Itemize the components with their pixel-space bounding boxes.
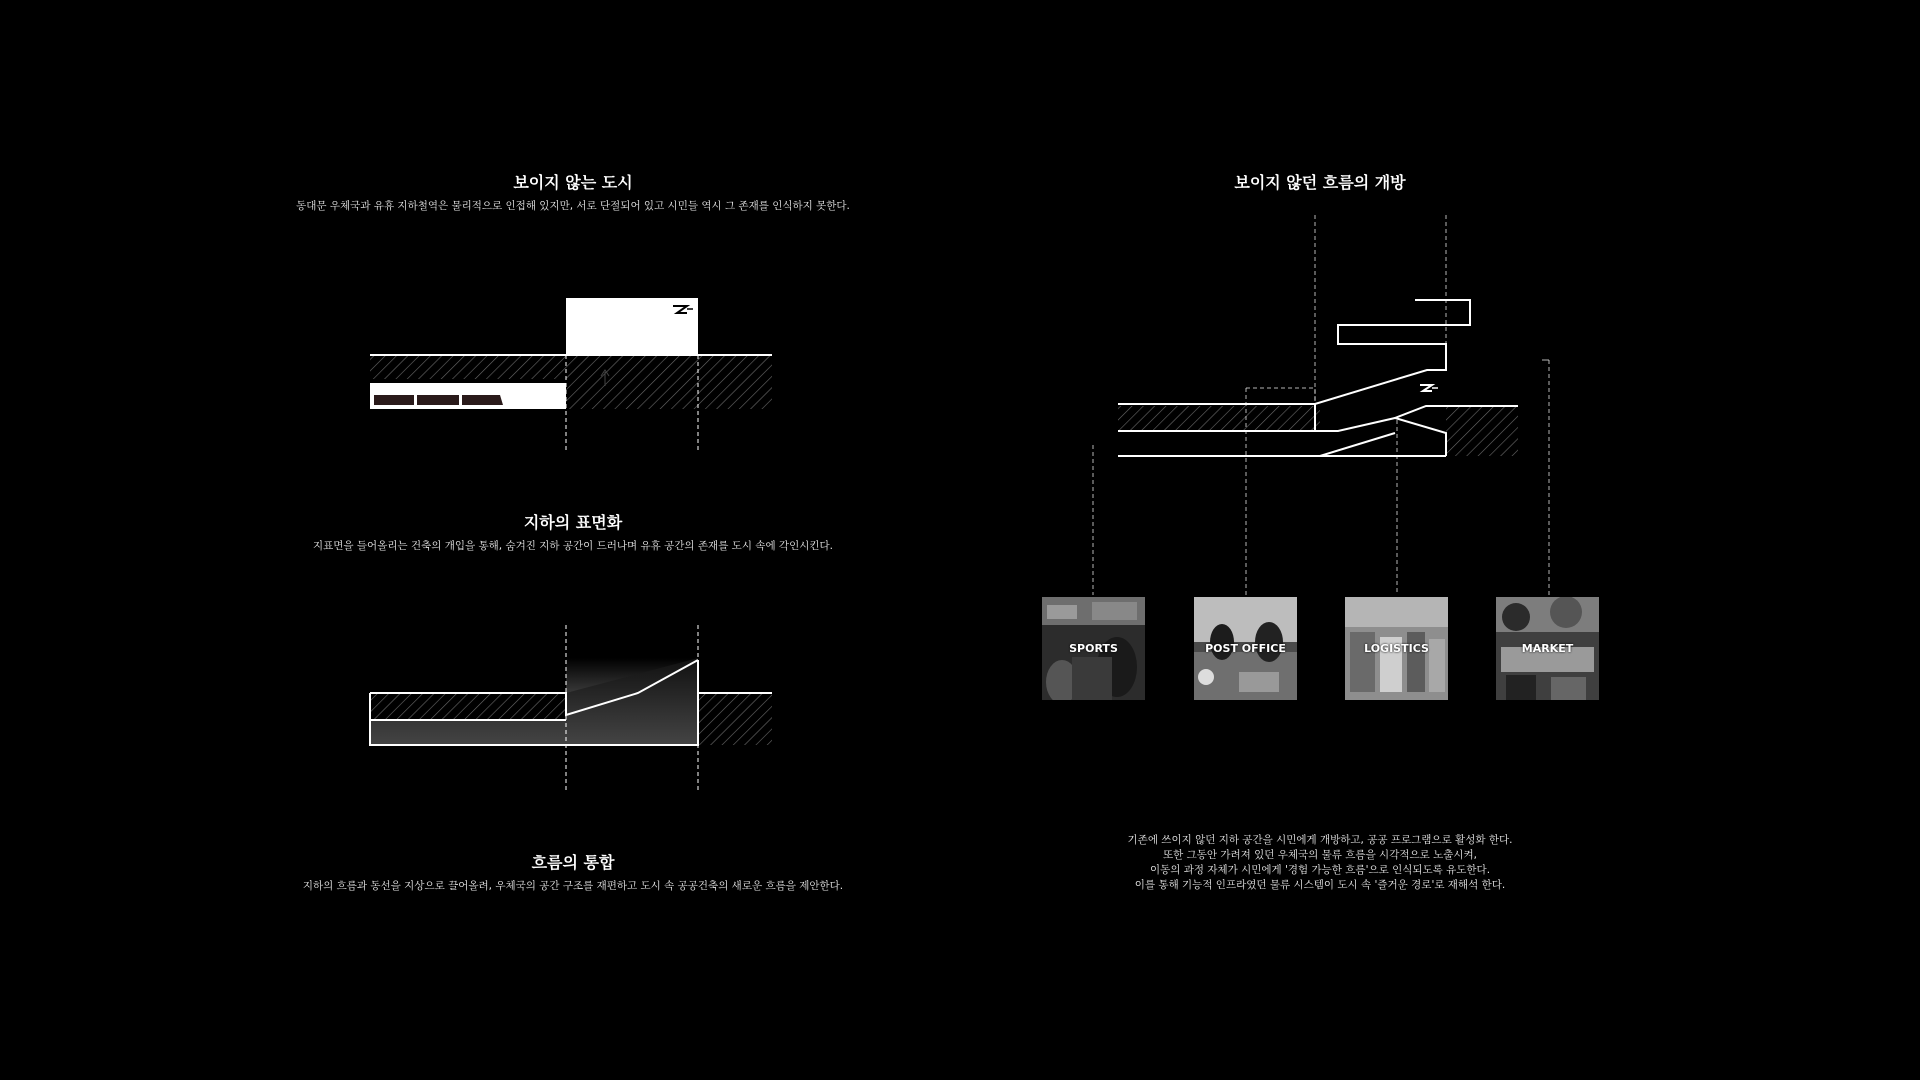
train-car-icon [417, 395, 459, 405]
section-desc-integration: 지하의 흐름과 동선을 지상으로 끌어올려, 우체국의 공간 구조를 재편하고 도시 속 공공건축의 새로운 흐름을 제안한다. [302, 880, 844, 892]
program-label-logistics: LOGISTICS [1364, 642, 1429, 655]
program-label-sports: SPORTS [1069, 642, 1118, 655]
right-desc-line-2: 또한 그동안 가려져 있던 우체국의 물류 흐름을 시각적으로 노출시켜, [1162, 849, 1478, 861]
program-photo-logistics [1345, 597, 1448, 700]
program-photo-post-office [1194, 597, 1297, 700]
train-car-icon [462, 395, 503, 405]
right-desc-line-1: 기존에 쓰이지 않던 지하 공간을 시민에게 개방하고, 공공 프로그램으로 활성화 한다. [1127, 834, 1513, 846]
train-car-icon [374, 395, 414, 405]
diagram-invisible-city [360, 290, 780, 460]
section-title-integration: 흐름의 통합 [531, 853, 615, 872]
program-label-post-office: POST OFFICE [1205, 642, 1286, 655]
post-office-logo-icon [1420, 385, 1438, 391]
section-title-invisible-city: 보이지 않는 도시 [513, 173, 633, 192]
program-label-market: MARKET [1521, 642, 1574, 655]
program-photo-market [1496, 597, 1599, 700]
diagram-open-flow [1090, 210, 1570, 600]
right-desc-line-3: 이동의 과정 자체가 시민에게 '경험 가능한 흐름'으로 인식되도록 유도한다. [1149, 864, 1491, 876]
diagram-surfacing [360, 620, 780, 795]
section-desc-invisible-city: 동대문 우체국과 유휴 지하철역은 물리적으로 인접해 있지만, 서로 단절되어 있고 시민들 역시 그 존재를 인식하지 못한다. [296, 200, 850, 212]
section-desc-surfacing: 지표면을 들어올리는 건축의 개입을 통해, 숨겨진 지하 공간이 드러나며 유휴 공간의 존재를 도시 속에 각인시킨다. [313, 540, 833, 552]
program-photo-sports [1042, 597, 1145, 700]
right-description [1070, 833, 1570, 893]
right-title: 보이지 않던 흐름의 개방 [1234, 173, 1406, 192]
right-desc-line-4: 이를 통해 기능적 인프라였던 물류 시스템이 도시 속 '즐거운 경로'로 재해석 한다. [1134, 879, 1506, 891]
section-title-surfacing: 지하의 표면화 [523, 513, 623, 532]
